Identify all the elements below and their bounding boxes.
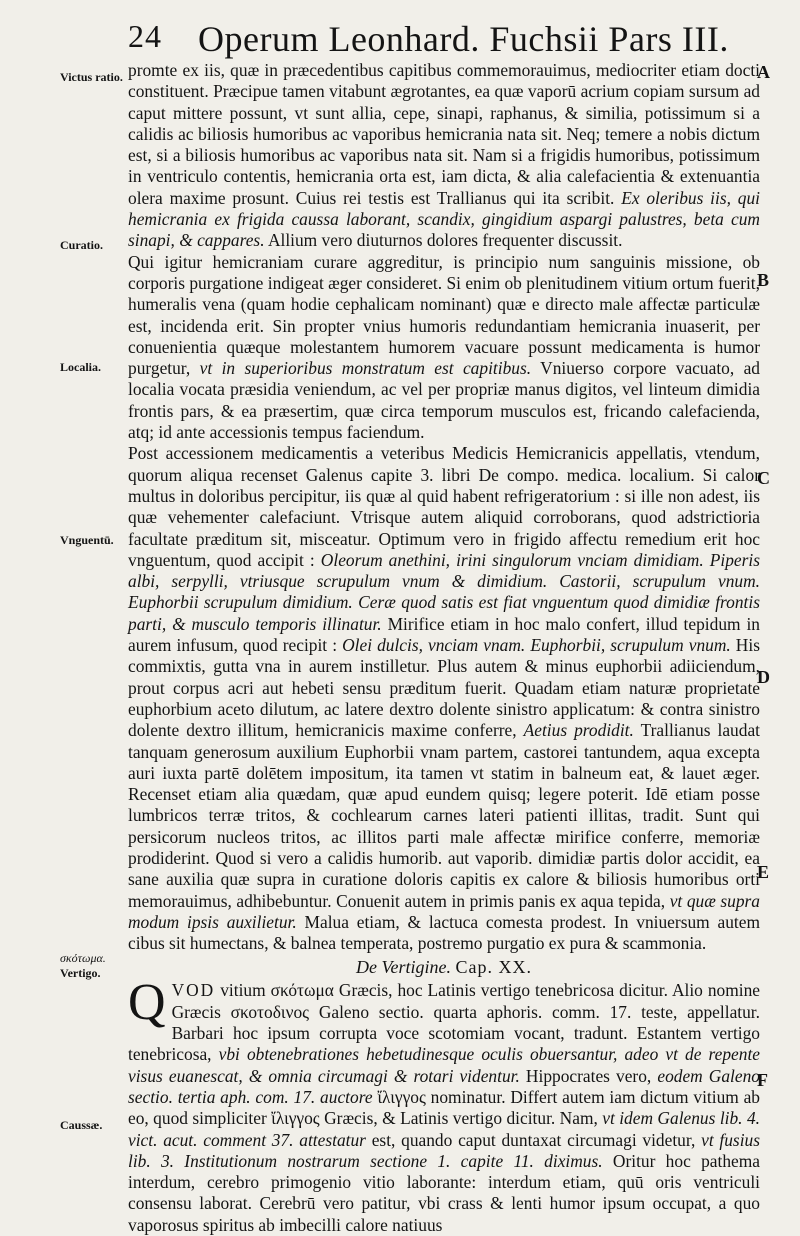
quote-trallianus: Ex oleribus iis, qui hemicrania ex frigida caussa laborant, scandix, gingidium aspargi palustres, beta cum sinapi, & cappares. [128, 187, 760, 251]
page-header [128, 18, 729, 59]
margin-note-vertigo: Vertigo. [60, 966, 101, 980]
section-letter-e: E [757, 862, 770, 882]
margin-note-victus: Victus ratio. [60, 70, 123, 84]
drop-cap: Q [128, 974, 166, 1032]
margin-note-greek: σκότωμα. [60, 951, 106, 965]
margin-note-caussae: Caussæ. [60, 1118, 103, 1132]
paragraph-curatio: Qui igitur hemicraniam curare aggreditur, is principio num sanguinis missione, ob corporis purgatione indigeat æger consideret. Si enim ob plenitudinem vitium ortum fuerit, humeralis vena (quam hodie cephalicam nominant) quæ e directo male affectæ particulæ est, incidenda erit. Sin propter vnius humoris redundantiam hemicrania inuaserit, per conuenientia quæque molestantem humorem vacuare possunt medicamenta is humor purgetur, vt in superioribus monstratum est capitibus. Vniuerso corpore vacuato, ad localia vocata præsidia veniendum, ac vel per propriæ manus digitos, vel linteum dimidia frontis pars, & ea præsertim, quæ circa temporum musculos est, fricando calefacienda, atq; id ante accessionis tempus faciendum. [128, 251, 760, 443]
section-letter-d: D [757, 667, 770, 687]
paragraph-post-accessionem: Post accessionem medicamentis a veteribus Medicis Hemicranicis appellatis, vtendum, quorum aliqua recenset Galenus capite 3. libri De compo. medica. localium. Si calor multus in doloribus percipitur, iis quæ al quid habent refrigeratorium : si ille non adest, iis quæ vehementer calefaciunt. Vtrisque autem aliquid corroborans, quod adstrictioria facultate præditum sit, misceatur. Optimum vero in frigido affectu remedium erit hoc vnguentum, quod accipit : Oleorum anethini, irini singulorum vnciam dimidiam. Piperis albi, serpylli, vtriusque scrupulum vnum & dimidium. Castorii, scrupulum vnum. Euphorbii scrupulum dimidium. Ceræ quod satis est fiat vnguentum quod dimidiæ frontis parti, & musculo temporis illinatur. Mirifice etiam in hoc malo confert, illud tepidum in aurem infusum, quod recipit : Olei dulcis, vnciam vnam. Euphorbii, scrupulum vnum. His commixtis, gutta vna in aurem instilletur. Plus autem & minus euphorbii adiiciendum, prout corpus acri aut hebeti sensu præditum fuerit. Quadam etiam naturæ proprietate euphorbium aceto dilutum, ac latere dextro dolente sinistro applicatum: & contra sinistro dolente dextro illitum, hemicranicis maxime conferre, Aetius prodidit. Trallianus laudat tanquam generosum auxilium Euphorbii vnam partem, castorei tantundem, aqua excepta auri iuxta partē dolētem impositum, ita tamen vt statim in balneum eat, & lauet æger. Recenset etiam alia quædam, quæ apud eundem quisq; legere poterit. Idē etiam posse lumbricos terræ tritos, & cochlearum carnes lateri patienti illitas, tradit. Sunt qui persicorum nucleos tritos, ac illitos parti male affectæ mirifice conferre, memoriæ prodiderint. Quod si vero a calidis humorib. aut vaporib. dimidiæ partis dolor accidit, ea sane auxilia quæ supra in curatione doloris capitis ex calore & biliosis humoribus orti memorauimus, adhibebuntur. Conuenit autem in primis panis ex aqua tepida, vt quæ supra modum ipsis auxilietur. Malua etiam, & lactuca comesta prodest. In vniuersum autem cibus sit humectans, & balnea temperata, postremo purgatio ex pura & scammonia. [128, 443, 761, 954]
paragraph-vertigo: Q VOD vitium σκότωμα Græcis, hoc Latinis vertigo tenebricosa dicitur. Alio nomine Græcis σκοτοδινος Galeno sectio. quarta aphoris. comm. 17. teste, appellatur. Barbari hoc ipsum corrupta voce scotomiam vocant, tradunt. Estantem vertigo tenebricosa, vbi obtenebrationes hebetudinesque oculis obuersantur, adeo vt de repente visus euanescat, & omnia circumagi & rotari videntur. Hippocrates vero, eodem Galeno sectio. tertia aph. com. 17. auctore ἴλιγγος nominatur. Differt autem iam dictum vitium ab eo, quod simpliciter ἴλιγγος Græcis, & Latinis vertigo dicitur. Nam, vt idem Galenus lib. 4. vict. acut. comment 37. attestatur est, quando caput duntaxat circumagi videtur, vt fusius lib. 3. Institutionum nostrarum sectione 1. capite 11. diximus. Oritur hoc pathema interdum, cerebro primogenio vitio laborante: interdum etiam, quū oris ventriculi consensu laborat. Cerebrū vero patitur, vbi crass & lenti humor ipsum occupat, a quo vaporosus spiritus ab imbecilli calore natiuus [128, 974, 761, 1235]
margin-note-curatio: Curatio. [60, 238, 103, 252]
section-letter-c: C [757, 468, 770, 488]
paragraph-victus: promte ex iis, quæ in præcedentibus capitibus commemorauimus, mediocriter etiam docti constituent. Præcipue tamen vitabunt ægrotantes, ea quæ vaporū acrium copiam sursum ad caput mittere possunt, vt sunt allia, cepe, sinapi, raphanus, & similia, potissimum si a calidis ac biliosis humoribus ac vaporibus hemicrania nata sit. Neq; temere a nobis dictum est, si a biliosis humoribus ac vaporibus nata sit. Nam si a frigidis humoribus, potissimum in ventriculo contentis, hemicrania orta est, iam dicta, & alia calefacientia & extenuantia olera maxime prosunt. Cuius rei testis est Trallianus qui ita scribit. Ex oleribus iis, qui hemicrania ex frigida caussa laborant, scandix, gingidium aspargi palustres, beta cum sinapi, & cappares. Allium vero diuturnos dolores frequenter discussit. [128, 60, 760, 251]
running-title: Operum Leonhard. Fuchsii Pars III. [198, 19, 729, 59]
oil-recipe: Olei dulcis, vnciam vnam. Euphorbii, scrupulum vnum. [342, 635, 731, 656]
section-letter-a: A [757, 62, 770, 82]
section-letter-f: F [757, 1070, 768, 1090]
page-number: 24 [128, 18, 162, 54]
chapter-heading: De Vertigine. Cap. XX. [356, 957, 532, 978]
main-text [128, 60, 760, 1236]
margin-note-localia: Localia. [60, 360, 101, 374]
margin-note-unguentum: Vnguentū. [60, 533, 114, 547]
section-letter-b: B [757, 270, 770, 290]
unguentum-recipe: Oleorum anethini, irini singulorum vnciam dimidiam. Piperis albi, serpylli, vtriusque scrupulum vnum & dimidium. Castorii, scrupulum vnum. Euphorbii scrupulum dimidium. Ceræ quod satis est fiat vnguentum quod dimidiæ frontis parti, & musculo temporis illinatur. [128, 549, 760, 634]
